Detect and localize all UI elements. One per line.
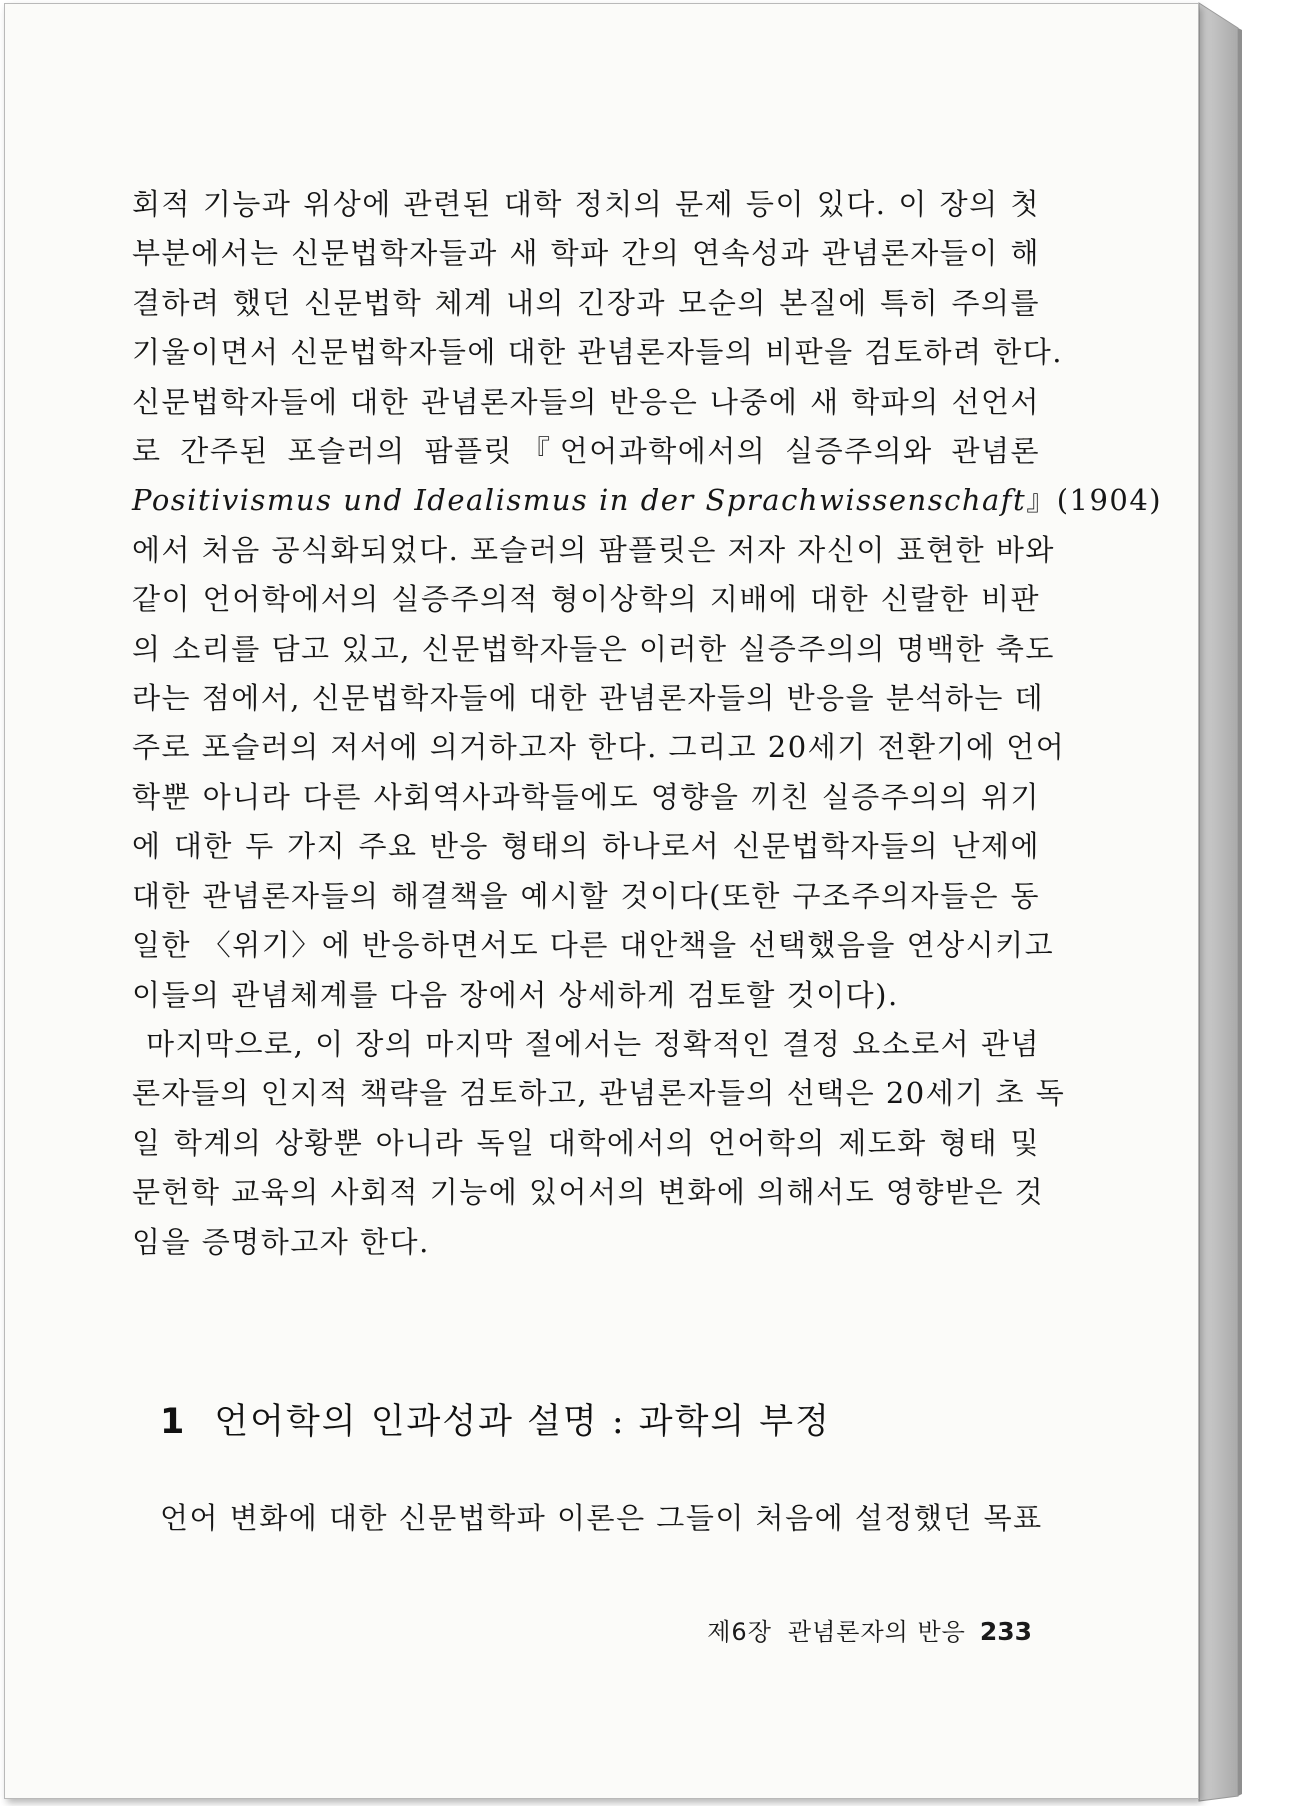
- text-line: 이들의 관념체계를 다음 장에서 상세하게 검토할 것이다).: [132, 977, 899, 1012]
- text-line: 회적 기능과 위상에 관련된 대학 정치의 문제 등이 있다. 이 장의 첫: [132, 187, 1040, 221]
- text-line: 의 소리를 담고 있고, 신문법학자들은 이러한 실증주의의 명백한 축도: [132, 631, 1055, 666]
- text-line: 일 학계의 상황뿐 아니라 독일 대학에서의 언어학의 제도화 형태 및: [132, 1125, 1040, 1160]
- text-line: 라는 점에서, 신문법학자들에 대한 관념론자들의 반응을 분석하는 데: [132, 681, 1045, 716]
- text-line: 신문법학자들에 대한 관념론자들의 반응은 나중에 새 학파의 선언서: [132, 384, 1040, 419]
- section-title: 언어학의 인과성과 설명 : 과학의 부정: [214, 1402, 831, 1442]
- footer-chapter: 제6장: [707, 1618, 772, 1646]
- body-text: [132, 180, 1163, 1267]
- text-line: 같이 언어학에서의 실증주의적 형이상학의 지배에 대한 신랄한 비판: [132, 582, 1040, 617]
- italic-book-title: Positivismus und Idealismus in der Sprachwissenschaft: [132, 483, 1027, 518]
- text-line: 마지막으로, 이 장의 마지막 절에서는 정확적인 결정 요소로서 관념: [146, 1026, 1040, 1061]
- paragraph-2: [132, 1020, 1066, 1267]
- title-suffix: 』(1904): [1026, 483, 1163, 518]
- text-line: 일한 〈위기〉에 반응하면서도 다른 대안책을 선택했음을 연상시키고: [132, 928, 1055, 963]
- text-line: 임을 증명하고자 한다.: [132, 1224, 430, 1259]
- text-line: 주로 포슬러의 저서에 의거하고자 한다. 그리고 20세기 전환기에 언어: [132, 730, 1066, 765]
- text-line: 대한 관념론자들의 해결책을 예시할 것이다(또한 구조주의자들은 동: [132, 878, 1040, 913]
- text-line: 학뿐 아니라 다른 사회역사과학들에도 영향을 끼친 실증주의의 위기: [132, 779, 1040, 814]
- text-line-italic-title: [132, 476, 1163, 525]
- text-line: 결하려 했던 신문법학 체계 내의 긴장과 모순의 본질에 특히 주의를: [132, 285, 1040, 320]
- footer-chapter-title: 관념론자의 반응: [787, 1618, 966, 1646]
- text-line: 기울이면서 신문법학자들에 대한 관념론자들의 비판을 검토하려 한다.: [132, 335, 1063, 370]
- text-line: 론자들의 인지적 책략을 검토하고, 관념론자들의 선택은 20세기 초 독: [132, 1076, 1066, 1111]
- page-number: 233: [979, 1617, 1032, 1646]
- section-first-line: 언어 변화에 대한 신문법학파 이론은 그들이 처음에 설정했던 목표: [160, 1501, 1043, 1535]
- section-number: 1: [160, 1402, 187, 1442]
- section-heading: [160, 1394, 831, 1444]
- running-footer: [700, 1612, 1032, 1647]
- text-line: 로 간주된 포슬러의 팜플릿『언어과학에서의 실증주의와 관념론: [132, 434, 1040, 469]
- text-line: 문헌학 교육의 사회적 기능에 있어서의 변화에 의해서도 영향받은 것: [132, 1175, 1045, 1210]
- text-line: 에서 처음 공식화되었다. 포슬러의 팜플릿은 저자 자신이 표현한 바와: [132, 532, 1055, 567]
- text-line: 에 대한 두 가지 주요 반응 형태의 하나로서 신문법학자들의 난제에: [132, 829, 1040, 864]
- paragraph-1: [132, 180, 1163, 1020]
- text-line: 부분에서는 신문법학자들과 새 학파 간의 연속성과 관념론자들이 해: [132, 236, 1040, 271]
